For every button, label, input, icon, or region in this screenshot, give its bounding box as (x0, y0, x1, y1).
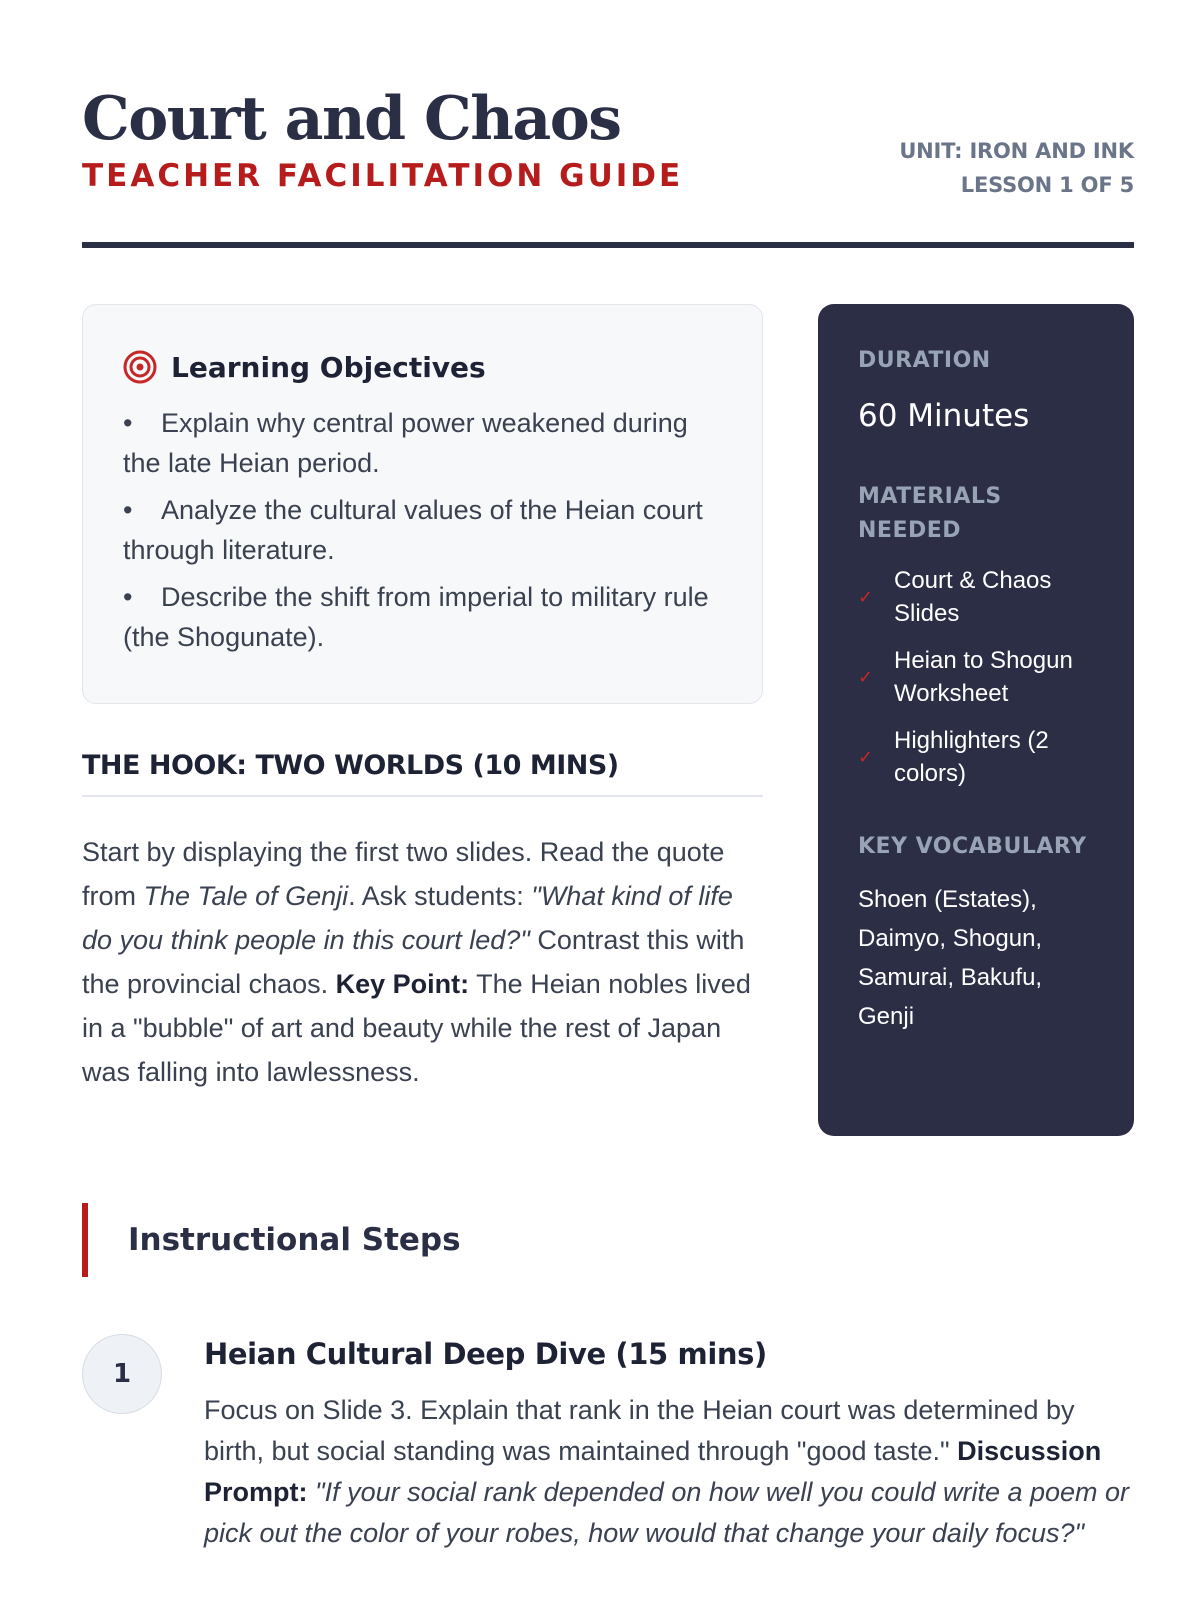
duration-value: 60 Minutes (858, 398, 1030, 434)
objective-item: • Analyze the cultural values of the Heian court through literature. (123, 490, 722, 570)
bullet-icon: • (123, 408, 133, 438)
bullet-icon: • (123, 582, 133, 612)
materials-label: MATERIALS NEEDED (858, 484, 1002, 543)
objectives-title: Learning Objectives (171, 350, 486, 384)
check-icon: ✓ (858, 746, 874, 767)
objectives-list (123, 403, 722, 657)
hook-question: "What kind of life do you think people in this court led?" (82, 881, 733, 955)
page-title: Court and Chaos (82, 84, 621, 154)
key-point-label: Key Point: (335, 969, 470, 999)
duration-label: DURATION (858, 348, 991, 373)
lesson-info-sidebar (818, 304, 1134, 1136)
step-body: Focus on Slide 3. Explain that rank in the Heian court was determined by birth, but social standing was maintained through "good taste." Discussion Prompt: "If your social rank depended on how well you could write a poem or pick out the color of your robes, how would that change your daily focus?" (204, 1395, 1130, 1548)
section-title-instructional-steps: Instructional Steps (82, 1203, 461, 1277)
hook-title: THE HOOK: TWO WORLDS (10 MINS) (82, 750, 763, 797)
unit-label: UNIT: IRON AND INK (899, 139, 1134, 163)
learning-objectives-card (82, 304, 763, 704)
objectives-header (123, 345, 722, 389)
vocab-label: KEY VOCABULARY (858, 834, 1087, 859)
unit-info (899, 134, 1134, 202)
lesson-label: LESSON 1 OF 5 (960, 173, 1134, 197)
material-item: ✓ Heian to Shogun Worksheet (858, 647, 1073, 707)
header (82, 84, 1134, 254)
vocab-list: Shoen (Estates), Daimyo, Shogun, Samurai, Bakufu, Genji (858, 886, 1043, 1030)
book-title: The Tale of Genji (143, 881, 349, 911)
check-icon: ✓ (858, 666, 874, 687)
target-icon (123, 350, 157, 384)
hook-body: Start by displaying the first two slides. Read the quote from The Tale of Genji. Ask students: "What kind of life do you think people in this court led?" Contrast this with the provincial chaos. Key Point: The Heian nobles lived in a "bubble" of art and beauty while the rest of Japan was falling into lawlessness. (82, 837, 751, 1087)
material-item: ✓ Court & Chaos Slides (858, 567, 1052, 627)
check-icon: ✓ (858, 586, 874, 607)
step-number-badge: 1 (82, 1334, 162, 1414)
page-subtitle: TEACHER FACILITATION GUIDE (82, 158, 684, 194)
materials-list (858, 564, 1094, 790)
header-divider (82, 242, 1134, 248)
material-item: ✓ Highlighters (2 colors) (858, 727, 1049, 787)
objective-item: • Explain why central power weakened during the late Heian period. (123, 403, 722, 483)
step-title: Heian Cultural Deep Dive (15 mins) (204, 1337, 767, 1371)
discussion-prompt: "If your social rank depended on how well you could write a poem or pick out the color of your robes, how would that change your daily focus?" (204, 1477, 1130, 1548)
bullet-icon: • (123, 495, 133, 525)
objective-item: • Describe the shift from imperial to military rule (the Shogunate). (123, 577, 722, 657)
discussion-prompt-label: Discussion Prompt: (204, 1436, 1102, 1507)
